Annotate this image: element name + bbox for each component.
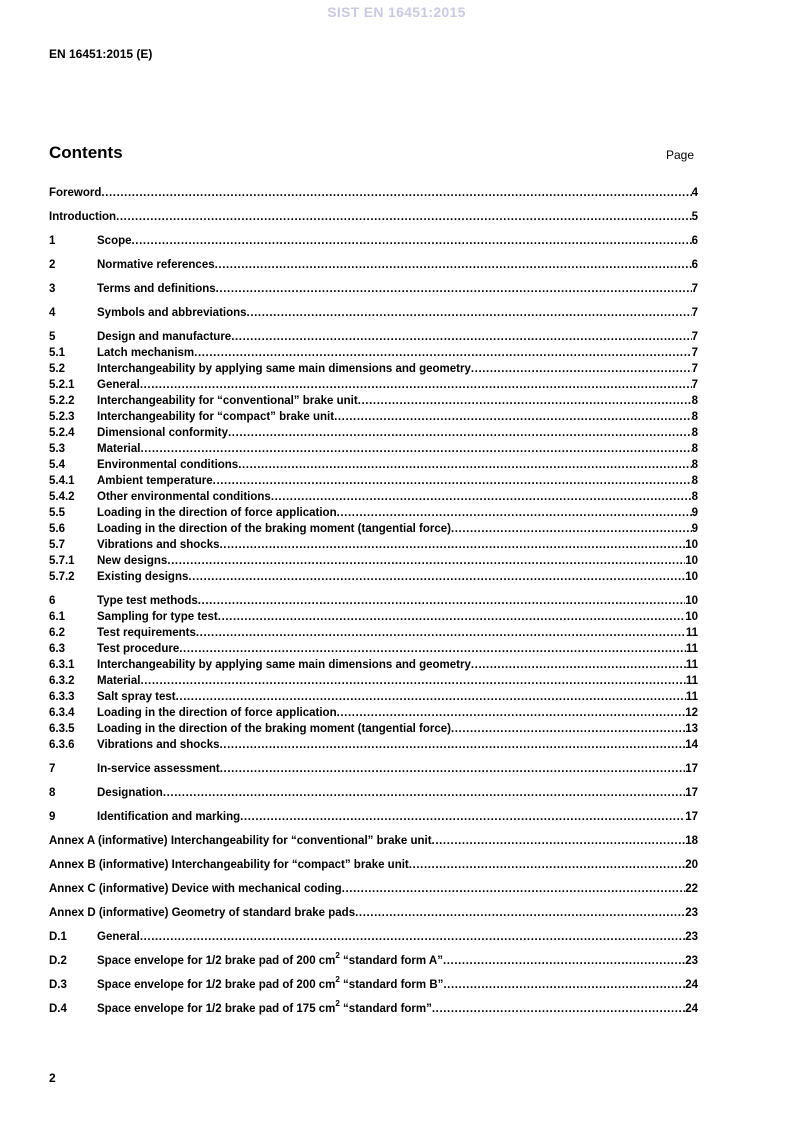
toc-entry-page: 13 xyxy=(685,723,698,735)
toc-entry-page: 17 xyxy=(685,811,698,823)
toc-entry-title xyxy=(49,210,116,224)
toc-entry-number: 5 xyxy=(49,331,56,343)
toc-entry-leader-dots xyxy=(163,786,685,800)
toc-entry-page: 8 xyxy=(691,411,698,423)
toc-entry-title xyxy=(97,690,176,704)
toc-entry[interactable] xyxy=(49,330,698,344)
toc-entry[interactable] xyxy=(49,538,698,552)
toc-entry[interactable] xyxy=(49,999,698,1016)
toc-entry-number: 5.2.3 xyxy=(49,411,75,423)
toc-entry-title xyxy=(97,610,218,624)
toc-entry-leader-dots xyxy=(140,378,692,392)
toc-entry-leader-dots xyxy=(471,658,686,672)
toc-entry[interactable] xyxy=(49,570,698,584)
toc-entry-title xyxy=(97,570,188,584)
toc-entry[interactable] xyxy=(49,810,698,824)
toc-entry-title-text: General xyxy=(97,931,140,943)
toc-entry-title-text: Latch mechanism xyxy=(97,347,195,359)
toc-entry-page: 23 xyxy=(685,931,698,943)
toc-entry-title-text: Space envelope for 1/2 brake pad of 200 cm xyxy=(97,979,336,991)
toc-entry[interactable] xyxy=(49,442,698,456)
toc-entry-title xyxy=(97,306,247,320)
toc-entry-number: 5.3 xyxy=(49,443,65,455)
toc-entry[interactable] xyxy=(49,858,698,872)
toc-entry-title xyxy=(97,330,231,344)
toc-entry-page: 11 xyxy=(685,675,698,687)
toc-entry-leader-dots xyxy=(471,362,692,376)
toc-entry-title xyxy=(97,642,179,656)
toc-entry[interactable] xyxy=(49,626,698,640)
toc-entry[interactable] xyxy=(49,610,698,624)
toc-entry[interactable] xyxy=(49,258,698,272)
toc-entry-title-text: Vibrations and shocks xyxy=(97,539,220,551)
toc-entry-title-text: Introduction xyxy=(49,211,117,223)
toc-entry[interactable] xyxy=(49,706,698,720)
toc-entry-number: 8 xyxy=(49,787,56,799)
toc-entry-leader-dots xyxy=(443,954,685,968)
toc-entry-title xyxy=(49,858,409,872)
toc-entry-title-text: New designs xyxy=(97,555,168,567)
toc-entry-page: 23 xyxy=(685,955,698,967)
toc-entry-leader-dots xyxy=(432,834,686,848)
toc-entry-title-text: Annex A (informative) Interchangeability for “conventional” brake unit xyxy=(49,835,432,847)
toc-entry-number: 5.4.1 xyxy=(49,475,75,487)
toc-entry-title-text: Identification and marking xyxy=(97,811,241,823)
toc-entry[interactable] xyxy=(49,594,698,608)
toc-entry-title xyxy=(97,282,216,296)
toc-entry-title xyxy=(49,906,355,920)
toc-entry-leader-dots xyxy=(220,538,686,552)
toc-entry-title xyxy=(97,378,140,392)
toc-entry-title xyxy=(97,234,132,248)
toc-entry-page: 10 xyxy=(685,571,698,583)
toc-entry[interactable] xyxy=(49,786,698,800)
toc-entry-leader-dots xyxy=(198,594,685,608)
toc-entry-page: 9 xyxy=(691,507,698,519)
toc-entry-title xyxy=(97,810,240,824)
toc-entry-title xyxy=(97,426,228,440)
toc-entry-title xyxy=(97,490,271,504)
toc-entry-number: 6 xyxy=(49,595,56,607)
toc-entry-title xyxy=(97,394,358,408)
toc-entry-title-text: Salt spray test xyxy=(97,691,176,703)
toc-entry-page: 23 xyxy=(685,907,698,919)
toc-entry-page: 20 xyxy=(685,859,698,871)
toc-entry-title-suffix: “standard form B” xyxy=(339,979,444,991)
toc-entry-leader-dots xyxy=(238,458,691,472)
toc-entry[interactable] xyxy=(49,426,698,440)
toc-entry-page: 7 xyxy=(691,363,698,375)
toc-entry-number: 3 xyxy=(49,283,56,295)
toc-entry-title-text: Loading in the direction of force application xyxy=(97,707,337,719)
toc-entry-page: 8 xyxy=(691,395,698,407)
toc-entry-leader-dots xyxy=(240,810,685,824)
toc-entry[interactable] xyxy=(49,690,698,704)
toc-entry-title-text: Interchangeability for “compact” brake unit xyxy=(97,411,335,423)
toc-entry[interactable] xyxy=(49,234,698,248)
toc-entry-leader-dots xyxy=(179,642,686,656)
toc-entry-title-text: Annex B (informative) Interchangeability for “compact” brake unit xyxy=(49,859,409,871)
toc-entry[interactable] xyxy=(49,906,698,920)
toc-entry-number: 7 xyxy=(49,763,56,775)
toc-entry-title xyxy=(97,362,471,376)
toc-entry[interactable] xyxy=(49,490,698,504)
toc-entry[interactable] xyxy=(49,394,698,408)
toc-entry-leader-dots xyxy=(215,258,692,272)
toc-entry-page: 6 xyxy=(691,235,698,247)
toc-entry-title xyxy=(97,706,337,720)
toc-entry-title xyxy=(97,506,337,520)
toc-entry[interactable] xyxy=(49,882,698,896)
toc-entry-title-text: Interchangeability by applying same main dimensions and geometry xyxy=(97,363,471,375)
toc-entry-title-text: Annex C (informative) Device with mechanical coding xyxy=(49,883,342,895)
toc-entry-title xyxy=(97,786,163,800)
toc-entry[interactable] xyxy=(49,346,698,360)
toc-entry-superscript: 2 xyxy=(335,975,340,985)
toc-entry-title-text: Existing designs xyxy=(97,571,189,583)
toc-entry[interactable] xyxy=(49,522,698,536)
toc-entry-title-text: Design and manufacture xyxy=(97,331,232,343)
toc-entry-superscript: 2 xyxy=(335,999,340,1009)
toc-entry-title xyxy=(97,346,194,360)
toc-entry[interactable] xyxy=(49,762,698,776)
toc-entry-title xyxy=(97,538,220,552)
toc-entry[interactable] xyxy=(49,458,698,472)
toc-entry-title xyxy=(97,522,451,536)
toc-entry-title-text: Interchangeability for “conventional” brake unit xyxy=(97,395,358,407)
toc-entry-leader-dots xyxy=(432,1002,685,1016)
toc-entry[interactable] xyxy=(49,975,698,992)
toc-entry-leader-dots xyxy=(216,282,692,296)
toc-entry-title-suffix: “standard form A” xyxy=(339,955,443,967)
toc-entry-number: 1 xyxy=(49,235,56,247)
toc-entry-number: 2 xyxy=(49,259,56,271)
toc-entry-title xyxy=(97,674,140,688)
toc-entry-number: 5.2.2 xyxy=(49,395,75,407)
toc-entry-page: 22 xyxy=(685,883,698,895)
toc-entry-leader-dots xyxy=(132,234,692,248)
toc-entry-number: 5.4 xyxy=(49,459,65,471)
toc-entry-leader-dots xyxy=(176,690,686,704)
toc-entry-number: 6.3.5 xyxy=(49,723,75,735)
toc-entry-page: 10 xyxy=(685,611,698,623)
toc-entry-page: 12 xyxy=(685,707,698,719)
toc-entry-title-text: Interchangeability by applying same main dimensions and geometry xyxy=(97,659,471,671)
toc-entry-title-text: Dimensional conformity xyxy=(97,427,228,439)
toc-entry-page: 10 xyxy=(685,555,698,567)
toc-entry-title-text: Designation xyxy=(97,787,163,799)
toc-entry[interactable] xyxy=(49,554,698,568)
toc-entry-title xyxy=(97,999,432,1016)
toc-entry-number: D.3 xyxy=(49,979,67,991)
toc-entry-title-suffix: “standard form” xyxy=(339,1003,432,1015)
toc-entry-number: 5.1 xyxy=(49,347,65,359)
toc-entry-title-text: Test requirements xyxy=(97,627,196,639)
toc-entry-page: 7 xyxy=(691,307,698,319)
toc-entry-page: 10 xyxy=(685,595,698,607)
toc-entry-title-text: Loading in the direction of the braking moment (tangential force) xyxy=(97,523,451,535)
toc-entry-number: 6.3.6 xyxy=(49,739,75,751)
toc-entry-page: 11 xyxy=(685,659,698,671)
toc-entry-leader-dots xyxy=(220,762,685,776)
toc-entry-number: 6.3.3 xyxy=(49,691,75,703)
toc-entry[interactable] xyxy=(49,210,698,224)
toc-entry[interactable] xyxy=(49,282,698,296)
toc-entry-title-text: Type test methods xyxy=(97,595,198,607)
toc-entry-number: 6.3.4 xyxy=(49,707,75,719)
toc-entry-title-text: Space envelope for 1/2 brake pad of 200 cm xyxy=(97,955,336,967)
toc-entry-leader-dots xyxy=(271,490,692,504)
toc-entry-title xyxy=(97,554,167,568)
toc-entry[interactable] xyxy=(49,410,698,424)
toc-entry[interactable] xyxy=(49,474,698,488)
toc-entry[interactable] xyxy=(49,506,698,520)
toc-entry-leader-dots xyxy=(188,570,685,584)
toc-entry-page: 8 xyxy=(691,459,698,471)
toc-entry[interactable] xyxy=(49,642,698,656)
toc-entry-number: 5.2 xyxy=(49,363,65,375)
toc-entry-page: 11 xyxy=(685,643,698,655)
toc-entry-number: 6.3.2 xyxy=(49,675,75,687)
toc-entry-page: 7 xyxy=(691,379,698,391)
toc-entry-title xyxy=(97,930,140,944)
toc-entry-number: 5.7 xyxy=(49,539,65,551)
toc-entry-leader-dots xyxy=(213,474,692,488)
toc-entry-leader-dots xyxy=(355,906,685,920)
toc-entry-number: 9 xyxy=(49,811,56,823)
toc-entry-title xyxy=(97,722,451,736)
toc-entry-number: 5.7.1 xyxy=(49,555,75,567)
toc-entry-leader-dots xyxy=(409,858,685,872)
toc-entry-leader-dots xyxy=(231,330,691,344)
toc-entry-number: 5.2.4 xyxy=(49,427,75,439)
toc-entry-leader-dots xyxy=(247,306,692,320)
toc-entry-title-text: Terms and definitions xyxy=(97,283,216,295)
toc-entry-page: 18 xyxy=(685,835,698,847)
toc-entry[interactable] xyxy=(49,930,698,944)
toc-entry-leader-dots xyxy=(140,674,685,688)
page-column-label: Page xyxy=(666,148,695,162)
toc-entry-title-text: Scope xyxy=(97,235,132,247)
toc-entry-leader-dots xyxy=(337,506,692,520)
toc-entry-page: 7 xyxy=(691,283,698,295)
toc-entry-title xyxy=(97,410,334,424)
toc-entry-leader-dots xyxy=(116,210,692,224)
toc-entry-leader-dots xyxy=(194,346,691,360)
toc-entry-title-text: Test procedure xyxy=(97,643,180,655)
toc-entry-title-text: Material xyxy=(97,675,141,687)
toc-entry-page: 24 xyxy=(685,1003,698,1015)
toc-entry-page: 14 xyxy=(685,739,698,751)
toc-entry-title-text: In-service assessment xyxy=(97,763,220,775)
toc-entry-leader-dots xyxy=(342,882,686,896)
toc-entry-page: 7 xyxy=(691,331,698,343)
toc-entry-number: 6.3.1 xyxy=(49,659,75,671)
toc-entry-page: 17 xyxy=(685,763,698,775)
toc-entry-title xyxy=(97,458,238,472)
toc-entry-page: 8 xyxy=(691,443,698,455)
toc-entry-page: 7 xyxy=(691,347,698,359)
toc-entry[interactable] xyxy=(49,306,698,320)
toc-entry-leader-dots xyxy=(358,394,692,408)
toc-entry-leader-dots xyxy=(196,626,686,640)
toc-entry-title-text: Ambient temperature xyxy=(97,475,213,487)
toc-entry-number: 5.7.2 xyxy=(49,571,75,583)
toc-entry-leader-dots xyxy=(443,978,685,992)
toc-entry-number: 5.4.2 xyxy=(49,491,75,503)
toc-entry-page: 24 xyxy=(685,979,698,991)
toc-entry-title xyxy=(97,258,215,272)
toc-entry-page: 8 xyxy=(691,491,698,503)
toc-entry-title-text: Loading in the direction of the braking moment (tangential force) xyxy=(97,723,451,735)
toc-entry[interactable] xyxy=(49,658,698,672)
toc-entry-page: 4 xyxy=(691,187,698,199)
toc-entry-page: 8 xyxy=(691,427,698,439)
toc-entry-leader-dots xyxy=(334,410,692,424)
toc-entry-title-text: Material xyxy=(97,443,141,455)
toc-entry[interactable] xyxy=(49,378,698,392)
toc-entry-title-text: Loading in the direction of force application xyxy=(97,507,337,519)
toc-entry-number: 4 xyxy=(49,307,56,319)
toc-entry[interactable] xyxy=(49,186,698,200)
toc-entry-leader-dots xyxy=(101,186,691,200)
toc-entry-title-text: Other environmental conditions xyxy=(97,491,271,503)
toc-entry-number: 6.1 xyxy=(49,611,65,623)
toc-entry-title xyxy=(97,738,220,752)
toc-entry-number: D.2 xyxy=(49,955,67,967)
toc-entry-page: 8 xyxy=(691,475,698,487)
toc-entry[interactable] xyxy=(49,362,698,376)
toc-entry-title xyxy=(97,762,220,776)
toc-entry[interactable] xyxy=(49,951,698,968)
toc-entry-page: 11 xyxy=(685,691,698,703)
document-id: EN 16451:2015 (E) xyxy=(49,47,153,61)
toc-entry-title xyxy=(49,834,432,848)
toc-entry[interactable] xyxy=(49,834,698,848)
toc-entry-leader-dots xyxy=(218,610,685,624)
toc-entry-number: 5.2.1 xyxy=(49,379,75,391)
toc-entry-number: 6.3 xyxy=(49,643,65,655)
toc-entry-title xyxy=(97,594,198,608)
toc-entry-title xyxy=(97,951,443,968)
toc-entry-page: 11 xyxy=(685,627,698,639)
watermark: SIST EN 16451:2015 xyxy=(327,4,466,20)
toc-entry-page: 10 xyxy=(685,539,698,551)
toc-entry[interactable] xyxy=(49,722,698,736)
toc-entry-title xyxy=(97,975,444,992)
toc-entry-title xyxy=(97,474,213,488)
toc-entry-title-text: Vibrations and shocks xyxy=(97,739,220,751)
toc-entry-page: 9 xyxy=(691,523,698,535)
toc-entry-title-text: Annex D (informative) Geometry of standard brake pads xyxy=(49,907,356,919)
page-title: Contents xyxy=(49,143,123,162)
toc-entry-title-text: Foreword xyxy=(49,187,102,199)
toc-entry-title xyxy=(49,882,342,896)
toc-entry-leader-dots xyxy=(228,426,692,440)
toc-entry[interactable] xyxy=(49,674,698,688)
toc-entry-number: 5.5 xyxy=(49,507,65,519)
toc-entry-number: 5.6 xyxy=(49,523,65,535)
toc-entry-page: 17 xyxy=(685,787,698,799)
toc-entry-page: 6 xyxy=(691,259,698,271)
toc-entry-title-text: Normative references xyxy=(97,259,215,271)
toc-entry-number: D.4 xyxy=(49,1003,67,1015)
toc-entry-title xyxy=(97,658,471,672)
toc-entry-page: 5 xyxy=(691,211,698,223)
toc-entry-title xyxy=(97,442,140,456)
toc-entry-leader-dots xyxy=(167,554,685,568)
toc-entry-title-text: Symbols and abbreviations xyxy=(97,307,247,319)
toc-entry-leader-dots xyxy=(451,522,692,536)
toc-entry-leader-dots xyxy=(140,442,691,456)
toc-entry-title-text: General xyxy=(97,379,140,391)
toc-entry-number: 6.2 xyxy=(49,627,65,639)
toc-entry-leader-dots xyxy=(451,722,685,736)
toc-entry-leader-dots xyxy=(140,930,685,944)
toc-entry[interactable] xyxy=(49,738,698,752)
footer-page-number: 2 xyxy=(49,1071,56,1085)
toc-entry-title xyxy=(97,626,196,640)
toc-entry-number: D.1 xyxy=(49,931,67,943)
toc-entry-leader-dots xyxy=(337,706,686,720)
toc-entry-superscript: 2 xyxy=(335,951,340,961)
toc-entry-title-text: Space envelope for 1/2 brake pad of 175 cm xyxy=(97,1003,336,1015)
toc-entry-leader-dots xyxy=(220,738,686,752)
toc-entry-title xyxy=(49,186,101,200)
toc-entry-title-text: Environmental conditions xyxy=(97,459,239,471)
toc-entry-title-text: Sampling for type test xyxy=(97,611,218,623)
